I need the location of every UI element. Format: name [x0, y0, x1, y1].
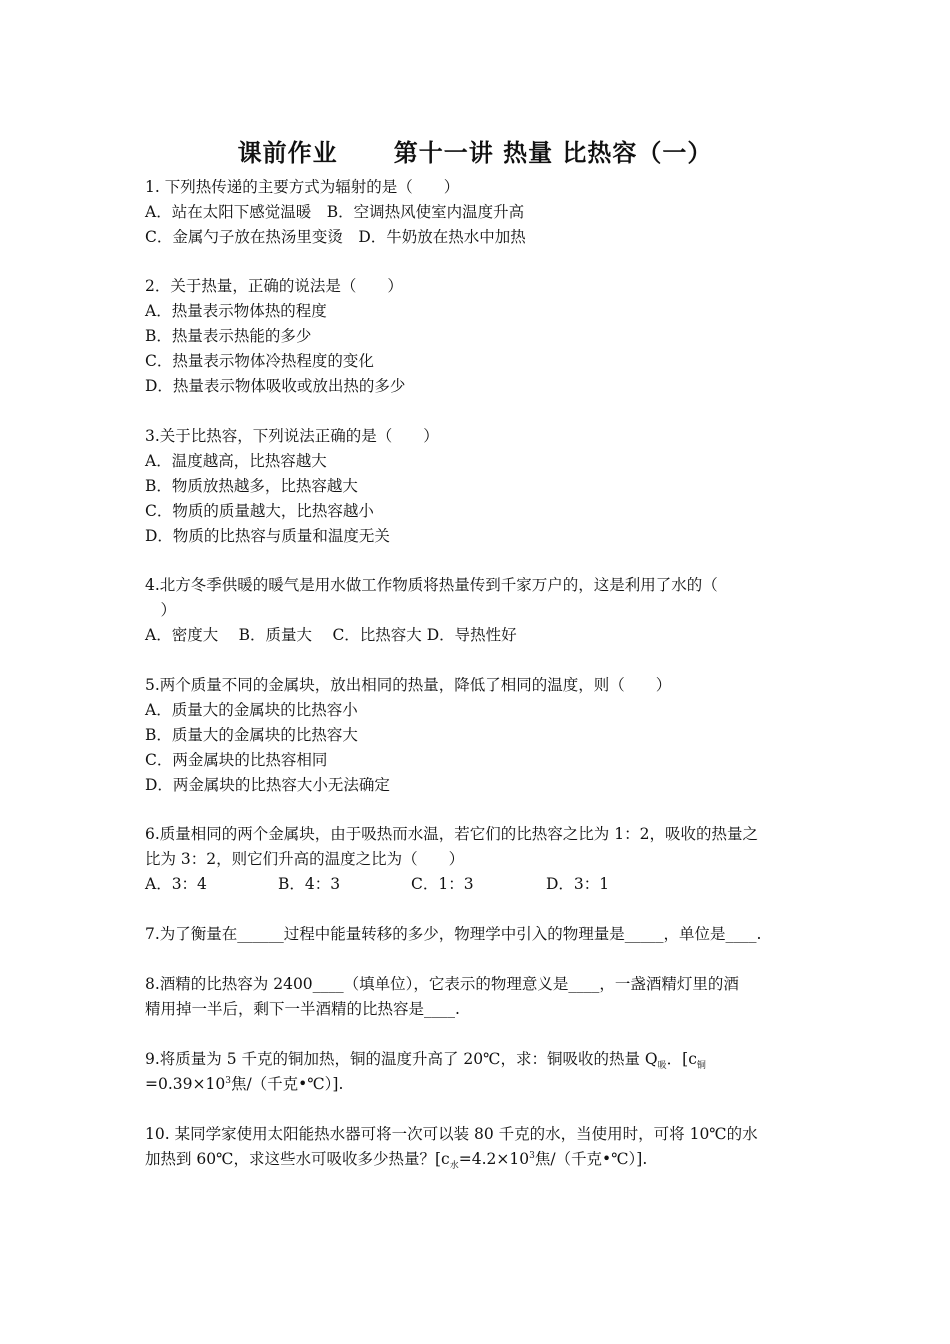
question-1-options-ab: A．站在太阳下感觉温暖 B．空调热风使室内温度升高	[145, 203, 525, 221]
exponent: 3	[225, 1075, 231, 1086]
subscript-absorbed: 吸	[657, 1061, 667, 1072]
question-1-options-cd: C．金属勺子放在热汤里变烫 D．牛奶放在热水中加热	[145, 228, 526, 246]
question-8-line-1: 8.酒精的比热容为 2400____（填单位），它表示的物理意义是____，一盏酒精灯里的酒	[145, 975, 739, 993]
question-2-stem: 2．关于热量，正确的说法是（ ）	[145, 277, 403, 295]
question-9-line-1	[145, 1049, 706, 1072]
question-6-stem-line-1: 6.质量相同的两个金属块，由于吸热而水温，若它们的比热容之比为 1：2，吸收的热量之	[145, 825, 758, 843]
question-9-line-2-pre: =0.39×10	[145, 1075, 226, 1093]
question-5-stem: 5.两个质量不同的金属块，放出相同的热量，降低了相同的温度，则（ ）	[145, 676, 672, 694]
question-10-line-2-pre: 加热到 60℃，求这些水可吸收多少热量？[c	[145, 1150, 450, 1168]
question-3-option-c: C．物质的质量越大，比热容越小	[145, 502, 374, 520]
question-3-stem: 3.关于比热容，下列说法正确的是（ ）	[145, 427, 439, 445]
question-4-stem-line-2: ）	[145, 601, 177, 619]
question-9-line-2	[145, 1074, 343, 1094]
page-title: 课前作业 第十一讲 热量 比热容（一）	[237, 139, 713, 167]
question-9-line-1-tail: ．[c	[666, 1050, 697, 1068]
question-6-option-c: C．1：3	[411, 875, 474, 893]
question-6-option-b: B．4：3	[278, 875, 341, 893]
question-8-line-2: 精用掉一半后，剩下一半酒精的比热容是____.	[145, 1000, 460, 1018]
question-2-option-b: B．热量表示热能的多少	[145, 327, 312, 345]
question-3-option-b: B．物质放热越多，比热容越大	[145, 477, 358, 495]
question-2-option-c: C．热量表示物体冷热程度的变化	[145, 352, 374, 370]
question-9-line-1-text: 9.将质量为 5 千克的铜加热，铜的温度升高了 20℃，求：铜吸收的热量 Q	[145, 1050, 658, 1068]
question-1-stem: 1. 下列热传递的主要方式为辐射的是（ ）	[145, 178, 460, 196]
question-5-option-d: D．两金属块的比热容大小无法确定	[145, 776, 390, 794]
question-5-option-a: A．质量大的金属块的比热容小	[145, 701, 358, 719]
question-10-line-2-mid: =4.2×10	[458, 1150, 530, 1168]
question-6-stem-line-2: 比为 3：2，则它们升高的温度之比为（ ）	[145, 850, 465, 868]
question-3-option-a: A．温度越高，比热容越大	[145, 452, 327, 470]
subscript-copper: 铜	[696, 1061, 706, 1072]
question-4-stem-line-1: 4.北方冬季供暖的暖气是用水做工作物质将热量传到千家万户的，这是利用了水的（	[145, 576, 718, 594]
question-10-line-2-post: 焦/（千克•℃）].	[534, 1150, 648, 1168]
subscript-water: 水	[449, 1161, 459, 1172]
question-10-line-2	[145, 1149, 648, 1172]
exponent: 3	[529, 1150, 535, 1161]
question-4-options: A．密度大 B．质量大 C．比热容大 D．导热性好	[145, 626, 517, 644]
question-2-option-a: A．热量表示物体热的程度	[145, 302, 327, 320]
question-10-line-1: 10. 某同学家使用太阳能热水器可将一次可以装 80 千克的水，当使用时，可将 10℃的水	[145, 1125, 758, 1143]
question-6-option-d: D．3：1	[546, 875, 610, 893]
question-6-option-a: A．3：4	[145, 875, 207, 893]
question-9-line-2-post: 焦/（千克•℃）].	[230, 1075, 344, 1093]
question-5-option-c: C．两金属块的比热容相同	[145, 751, 328, 769]
question-7-text: 7.为了衡量在______过程中能量转移的多少，物理学中引入的物理量是_____，单位是____.	[145, 925, 762, 943]
question-5-option-b: B．质量大的金属块的比热容大	[145, 726, 358, 744]
question-2-option-d: D．热量表示物体吸收或放出热的多少	[145, 377, 406, 395]
question-3-option-d: D．物质的比热容与质量和温度无关	[145, 527, 390, 545]
